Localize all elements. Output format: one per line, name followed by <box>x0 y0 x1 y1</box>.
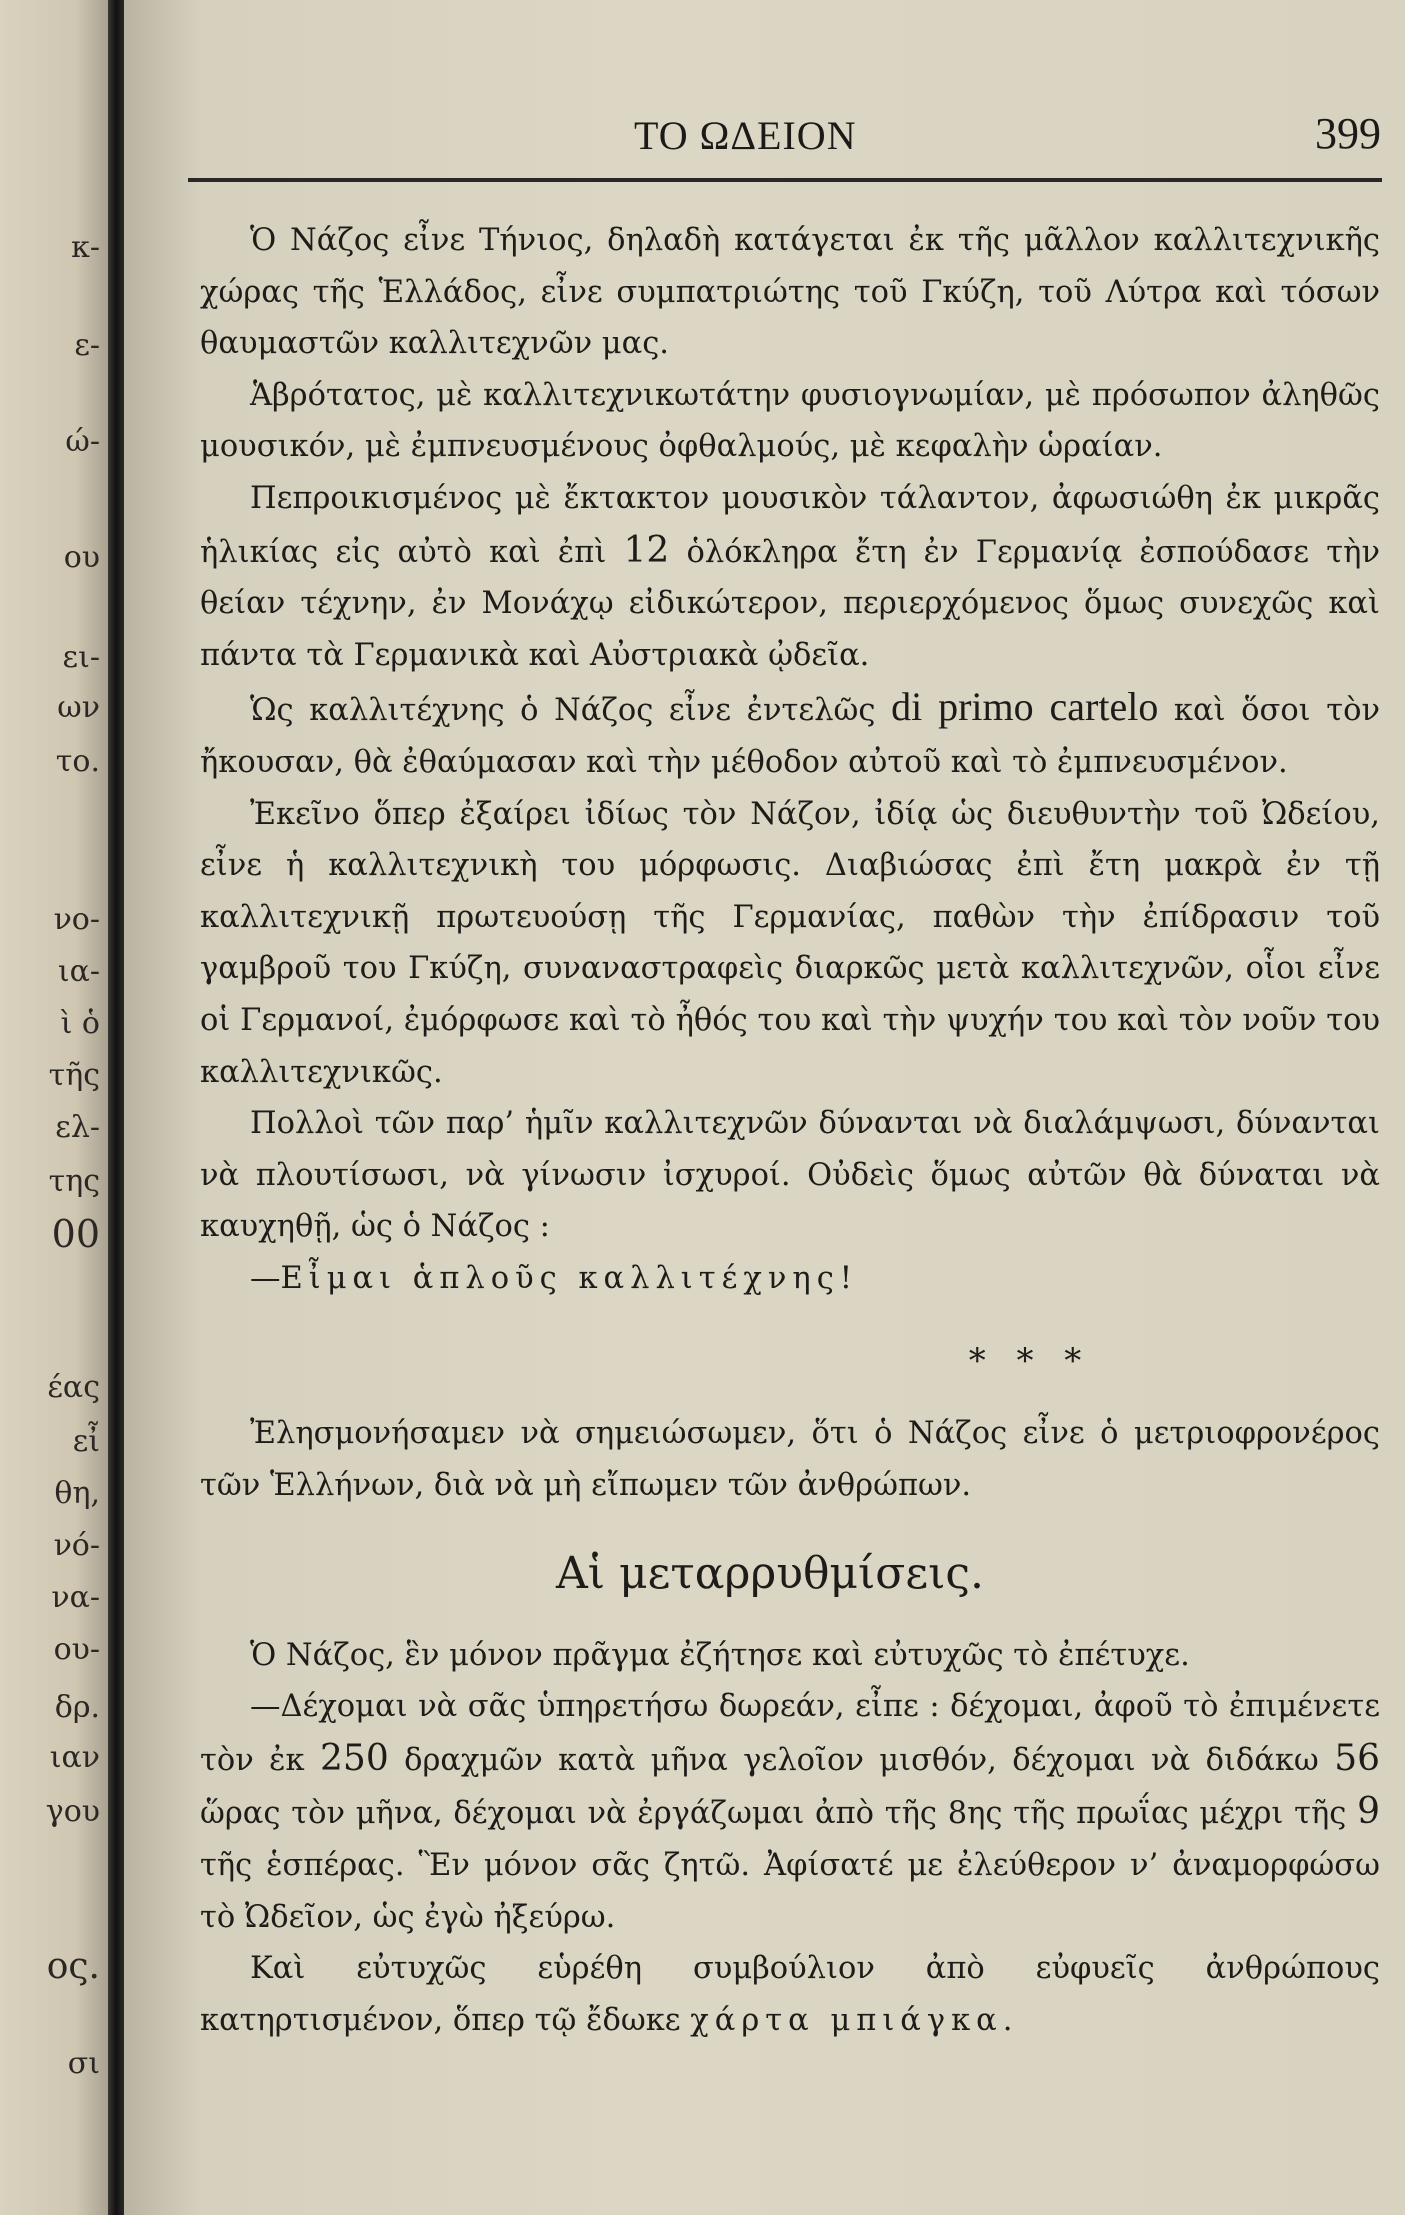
text-run: —Δέχομαι νὰ σᾶς ὑπηρετήσω δωρεάν, εἶπε : δέχομαι, ἀφοῦ τὸ ἐπιμένετε τὸν ἐκ <box>200 1689 1380 1778</box>
left-page-fragment: τῆς <box>48 1058 100 1093</box>
left-page-edge <box>0 0 108 2215</box>
number: 9 <box>1357 1791 1380 1833</box>
paragraph <box>200 1253 1380 1305</box>
left-page-fragment: δρ. <box>54 1690 100 1725</box>
left-page-fragment: σι <box>67 2046 100 2081</box>
book-page <box>124 0 1405 2215</box>
left-page-fragment: ὶ ὁ <box>60 1006 100 1041</box>
dash: — <box>250 1260 281 1296</box>
text-run: ὥρας τὸν μῆνα, δέχομαι νὰ ἐργάζωμαι ἀπὸ τῆς 8ης τῆς πρωΐας μέχρι τῆς <box>200 1796 1358 1832</box>
paragraph <box>200 1943 1380 2046</box>
number: 250 <box>320 1737 389 1779</box>
number: 12 <box>623 529 670 571</box>
paragraph: Ἐκεῖνο ὅπερ ἐξαίρει ἰδίως τὸν Νάζον, ἰδίᾳ ὡς διευθυντὴν τοῦ Ὠδείου, εἶνε ἡ καλλιτεχνικὴ του μόρφωσις. Διαβιώσας ἐπὶ ἔτη μακρὰ ἐν τῇ καλλιτεχνικῇ πρωτευούσῃ τῆς Γερμανίας, παθὼν τὴν ἐπίδρασιν τοῦ γαμβροῦ του Γκύζη, συναναστραφεὶς διαρκῶς μετὰ καλλιτεχνῶν, οἷοι εἶνε οἱ Γερμανοί, ἐμόρφωσε καὶ τὸ ἦθός του καὶ τὴν ψυχήν του καὶ τὸν νοῦν του καλλιτεχνικῶς. <box>200 796 1380 1090</box>
left-page-fragment: ια- <box>57 954 100 989</box>
left-page-fragment: ώ- <box>65 424 100 459</box>
left-page-fragment: 00 <box>51 1212 100 1256</box>
left-page-fragment: να- <box>51 1580 100 1615</box>
section-heading: Αἱ μεταρρυθμίσεις. <box>556 1547 984 1599</box>
paragraph <box>200 1681 1380 1943</box>
left-page-fragment: θη, <box>54 1476 100 1511</box>
text-run: Ὡς καλλιτέχνης ὁ Νάζος εἶνε ἐντελῶς <box>250 693 892 729</box>
spaced-phrase: χάρτα μπιάγκα <box>690 2002 1003 2038</box>
running-title: ΤΟ ΩΔΕΙΟΝ <box>634 113 857 158</box>
section-break-asterisks: * * * <box>968 1341 1092 1382</box>
left-page-fragment: ε- <box>74 328 100 363</box>
text-run: Πεπροικισμένος μὲ ἔκτακτον μουσικὸν τάλαντον, ἀφωσιώθη ἐκ μικρᾶς ἡλικίας εἰς αὐτὸ καὶ ἐπὶ <box>200 480 1380 570</box>
left-page-fragment: ου- <box>53 1632 100 1667</box>
left-page-fragment: εἶ <box>72 1424 100 1459</box>
text-run: τῆς ἑσπέρας. Ἓν μόνον σᾶς ζητῶ. Ἀφίσατέ με ἐλεύθερον ν’ ἀναμορφώσω τὸ Ὠδεῖον, ὡς ἐγὼ ἠξεύρω. <box>200 1848 1380 1935</box>
text-run: καὶ ὅσοι τὸν ἤκουσαν, θὰ ἐθαύμασαν καὶ τὴν μέθοδον αὐτοῦ καὶ τὸ ἐμπνευσμένον. <box>200 693 1381 780</box>
paragraph <box>200 681 1380 788</box>
left-page-fragment: έας <box>47 1370 100 1405</box>
book-gutter <box>108 0 124 2215</box>
left-page-fragment: νό- <box>53 1528 100 1563</box>
paragraph: Πολλοὶ τῶν παρ’ ἡμῖν καλλιτεχνῶν δύνανται νὰ διαλάμψωσι, δύνανται νὰ πλουτίσωσι, νὰ γίνωσιν ἰσχυροί. Οὐδεὶς ὅμως αὐτῶν θὰ δύναται νὰ καυχηθῇ, ὡς ὁ Νάζος : <box>200 1106 1380 1245</box>
body-text <box>200 215 1380 2046</box>
left-page-fragment: ου <box>63 540 100 575</box>
text-run: ὁλόκληρα ἔτη ἐν Γερμανίᾳ ἐσπούδασε τὴν θείαν τέχνην, ἐν Μονάχῳ εἰδικώτερον, περιερχόμενος ὅμως συνεχῶς καὶ πάντα τὰ Γερμανικὰ καὶ Αὐστριακὰ ᾠδεῖα. <box>200 534 1380 673</box>
left-page-fragment: το. <box>55 744 100 779</box>
paragraph <box>200 473 1380 681</box>
paragraph: Ἁβρότατος, μὲ καλλιτεχνικωτάτην φυσιογνωμίαν, μὲ πρόσωπον ἀληθῶς μουσικόν, μὲ ἐμπνευσμένους ὀφθαλμούς, μὲ κεφαλὴν ὡραίαν. <box>200 377 1380 465</box>
left-page-fragment: γου <box>45 1794 100 1829</box>
left-page-fragment: κ- <box>71 230 100 265</box>
running-header <box>124 108 1405 168</box>
latin-phrase: di primo cartelo <box>891 684 1159 730</box>
header-rule <box>188 178 1382 182</box>
left-page-fragment: ελ- <box>55 1110 100 1145</box>
paragraph: Ἐλησμονήσαμεν νὰ σημειώσωμεν, ὅτι ὁ Νάζος εἶνε ὁ μετριοφρονέρος τῶν Ἑλλήνων, διὰ νὰ μὴ εἴπωμεν τῶν ἀνθρώπων. <box>200 1416 1380 1504</box>
number: 56 <box>1334 1737 1380 1779</box>
paragraph: Ὁ Νάζος, ἓν μόνον πρᾶγμα ἐζήτησε καὶ εὐτυχῶς τὸ ἐπέτυχε. <box>250 1637 1190 1673</box>
paragraph: Ὁ Νάζος εἶνε Τήνιος, δηλαδὴ κατάγεται ἐκ τῆς μᾶλλον καλλιτεχνικῆς χώρας τῆς Ἑλλάδος, εἶνε συμπατριώτης τοῦ Γκύζη, τοῦ Λύτρα καὶ τόσων θαυμαστῶν καλλιτεχνῶν μας. <box>200 223 1380 362</box>
text-run: Καὶ εὐτυχῶς εὑρέθη συμβούλιον ἀπὸ εὐφυεῖς ἀνθρώπους κατηρτισμένον, ὅπερ τῷ ἔδωκε <box>200 1951 1380 2038</box>
left-page-fragment: ει- <box>62 640 100 675</box>
text-run: . <box>1002 2002 1013 2038</box>
page-number: 399 <box>1315 109 1381 158</box>
left-page-fragment: ων <box>57 690 100 725</box>
quotation: Εἶμαι ἁπλοῦς καλλιτέχνης! <box>280 1260 859 1296</box>
left-page-fragment: της <box>48 1164 100 1199</box>
left-page-fragment: ιαν <box>49 1740 100 1775</box>
left-page-fragment: νο- <box>53 902 100 937</box>
text-run: δραχμῶν κατὰ μῆνα γελοῖον μισθόν, δέχομαι νὰ διδάκω <box>388 1742 1335 1778</box>
left-page-fragment: ος. <box>46 1946 100 1987</box>
